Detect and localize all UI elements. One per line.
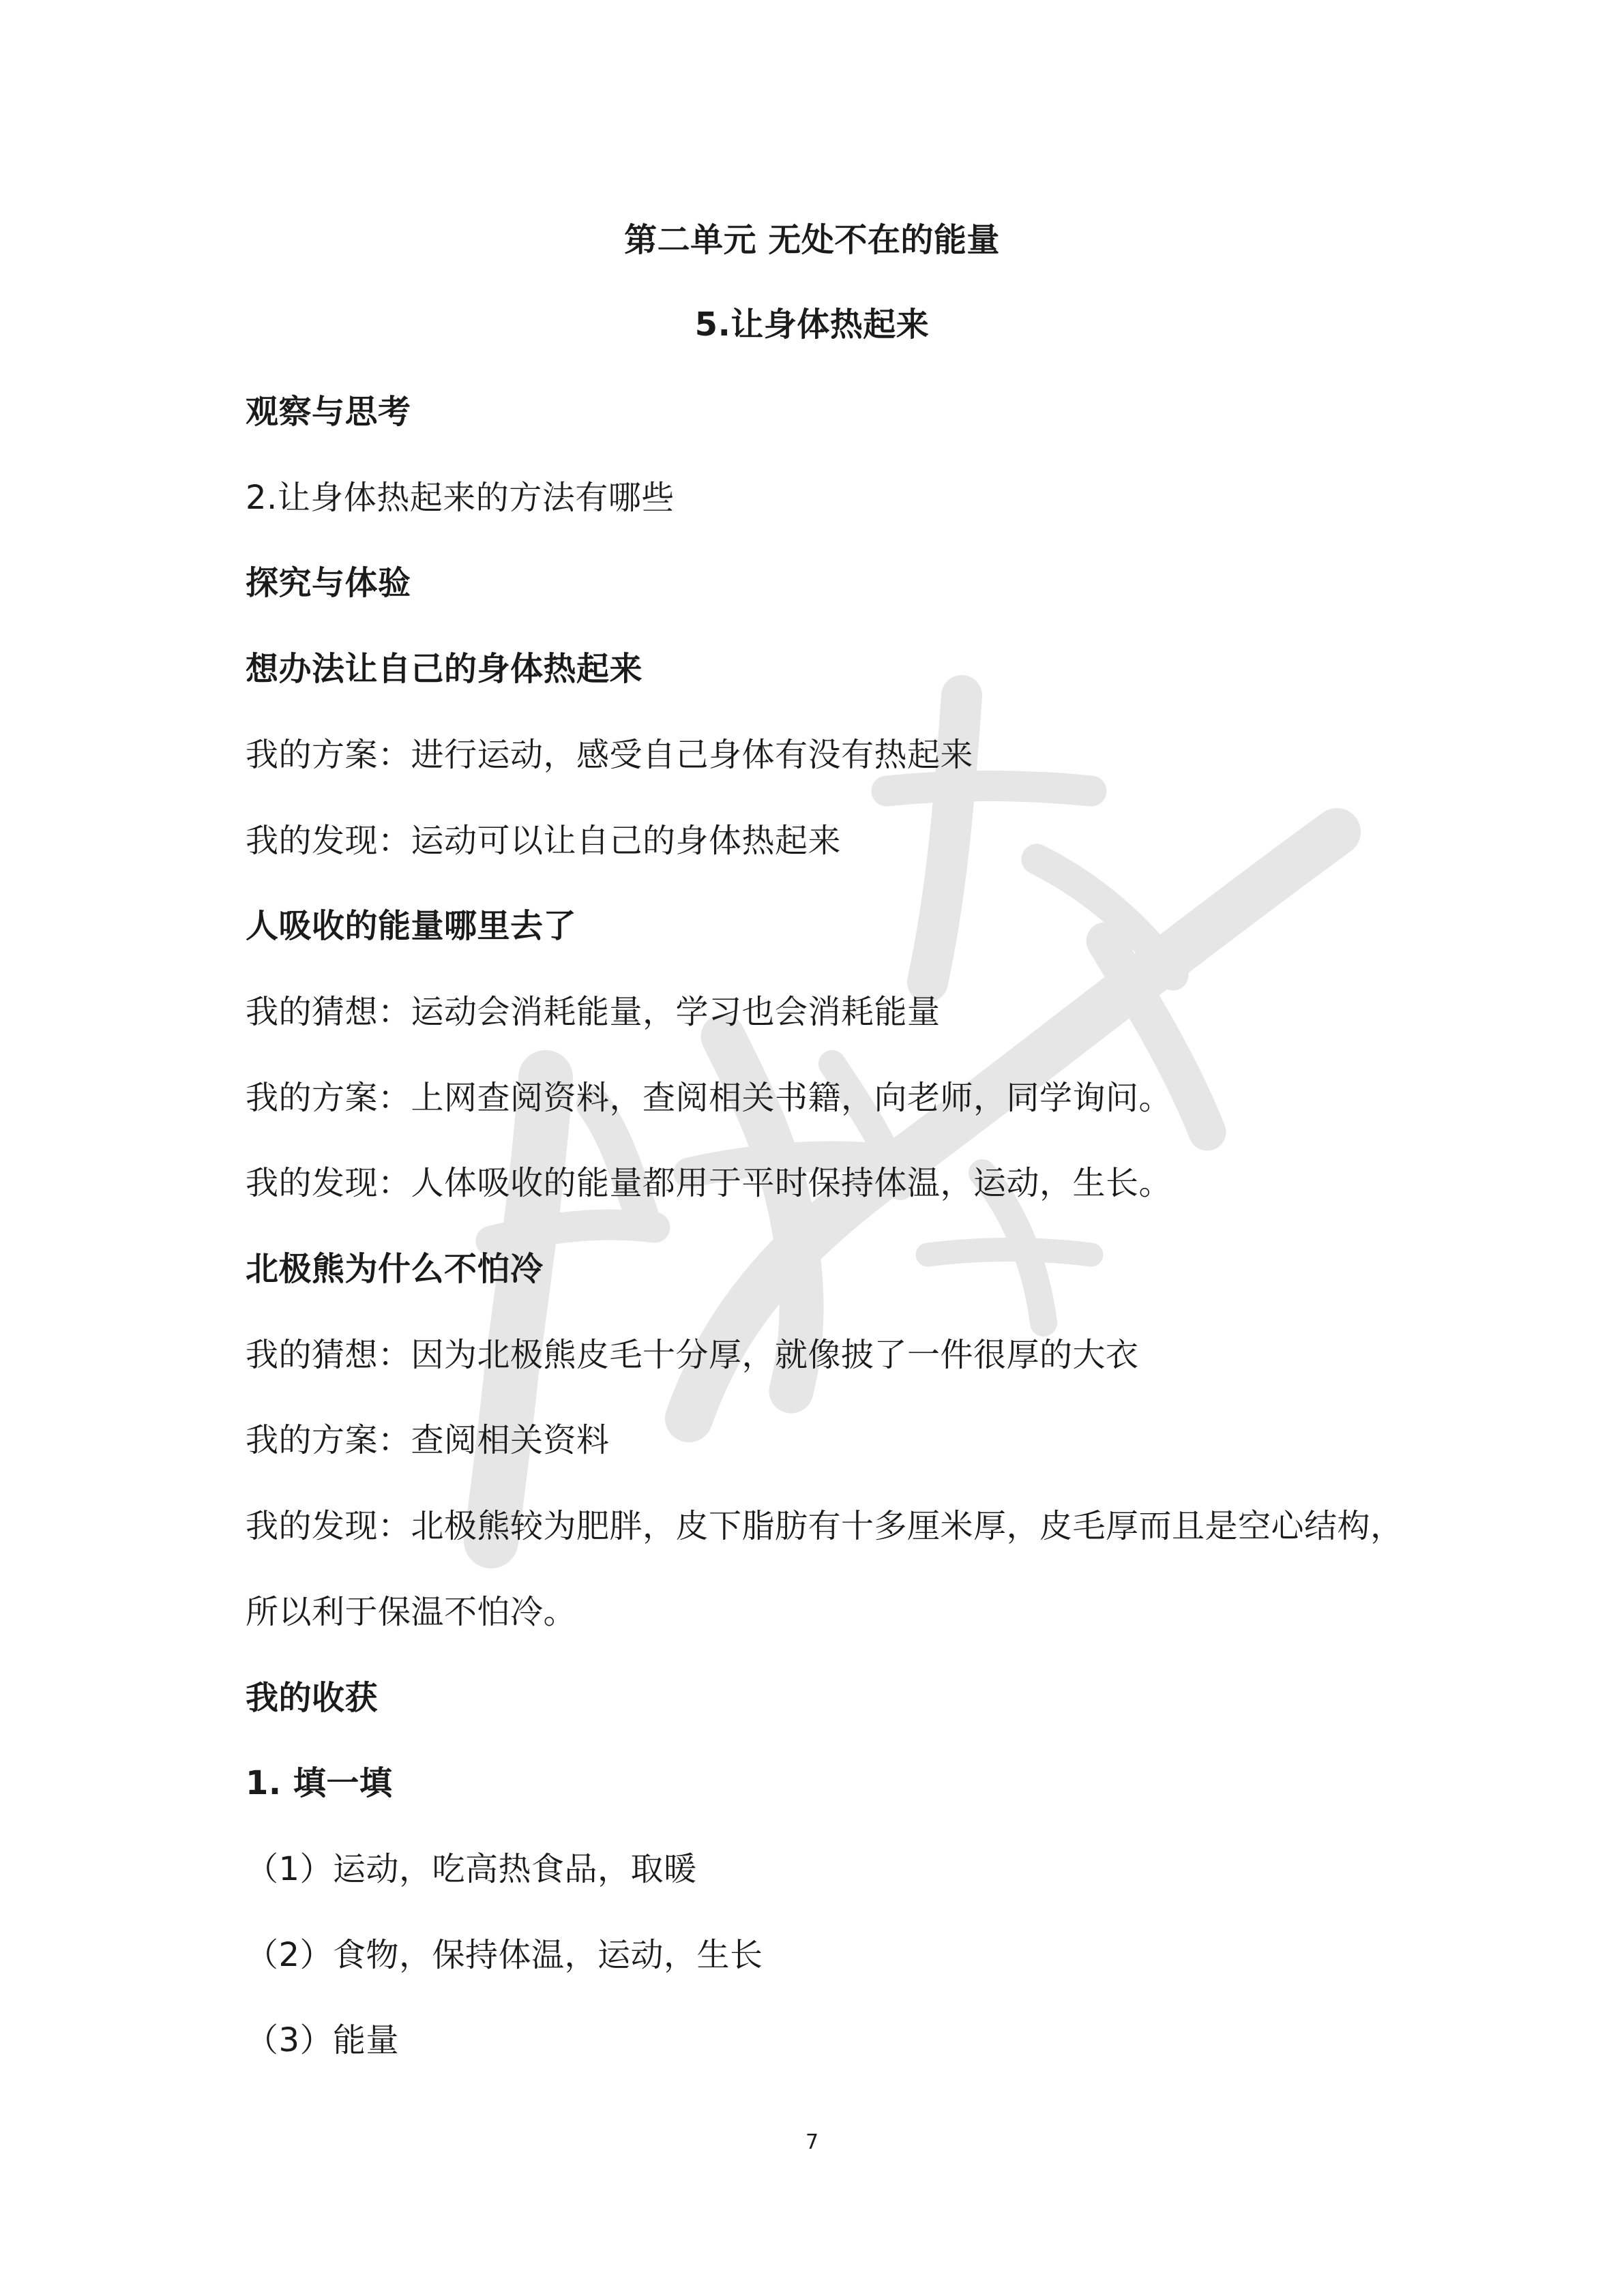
- answer-2: （2）食物，保持体温，运动，生长: [246, 1936, 763, 1974]
- activity3-plan: 我的方案：查阅相关资料: [246, 1421, 610, 1459]
- answer-3: （3）能量: [246, 2021, 400, 2059]
- activity2-plan: 我的方案：上网查阅资料，查阅相关书籍，向老师，同学询问。: [246, 1079, 1172, 1117]
- activity1-finding: 我的发现：运动可以让自己的身体热起来: [246, 822, 842, 860]
- activity2-finding: 我的发现：人体吸收的能量都用于平时保持体温，运动，生长。: [246, 1164, 1172, 1202]
- unit-title: 第二单元 无处不在的能量: [624, 221, 1000, 259]
- activity3-finding-line1: 我的发现：北极熊较为肥胖，皮下脂肪有十多厘米厚，皮毛厚而且是空心结构，: [246, 1507, 1404, 1545]
- activity2-title: 人吸收的能量哪里去了: [246, 907, 577, 945]
- lesson-title: 5.让身体热起来: [694, 305, 930, 344]
- section-heading-harvest: 我的收获: [246, 1679, 379, 1717]
- observe-item: 2.让身体热起来的方法有哪些: [246, 479, 675, 517]
- activity1-title: 想办法让自己的身体热起来: [246, 650, 643, 688]
- activity2-guess: 我的猜想：运动会消耗能量，学习也会消耗能量: [246, 993, 941, 1031]
- answer-1: （1）运动，吃高热食品，取暖: [246, 1850, 697, 1888]
- activity3-title: 北极熊为什么不怕冷: [246, 1250, 544, 1288]
- section-heading-observe: 观察与思考: [246, 393, 411, 431]
- activity3-guess: 我的猜想：因为北极熊皮毛十分厚，就像披了一件很厚的大衣: [246, 1336, 1139, 1374]
- section-heading-explore: 探究与体验: [246, 564, 411, 602]
- activity1-plan: 我的方案：进行运动，感受自己身体有没有热起来: [246, 736, 974, 774]
- fill-in-title: 1. 填一填: [246, 1764, 393, 1802]
- page-number: 7: [805, 2130, 819, 2154]
- activity3-finding-line2: 所以利于保温不怕冷。: [246, 1593, 577, 1631]
